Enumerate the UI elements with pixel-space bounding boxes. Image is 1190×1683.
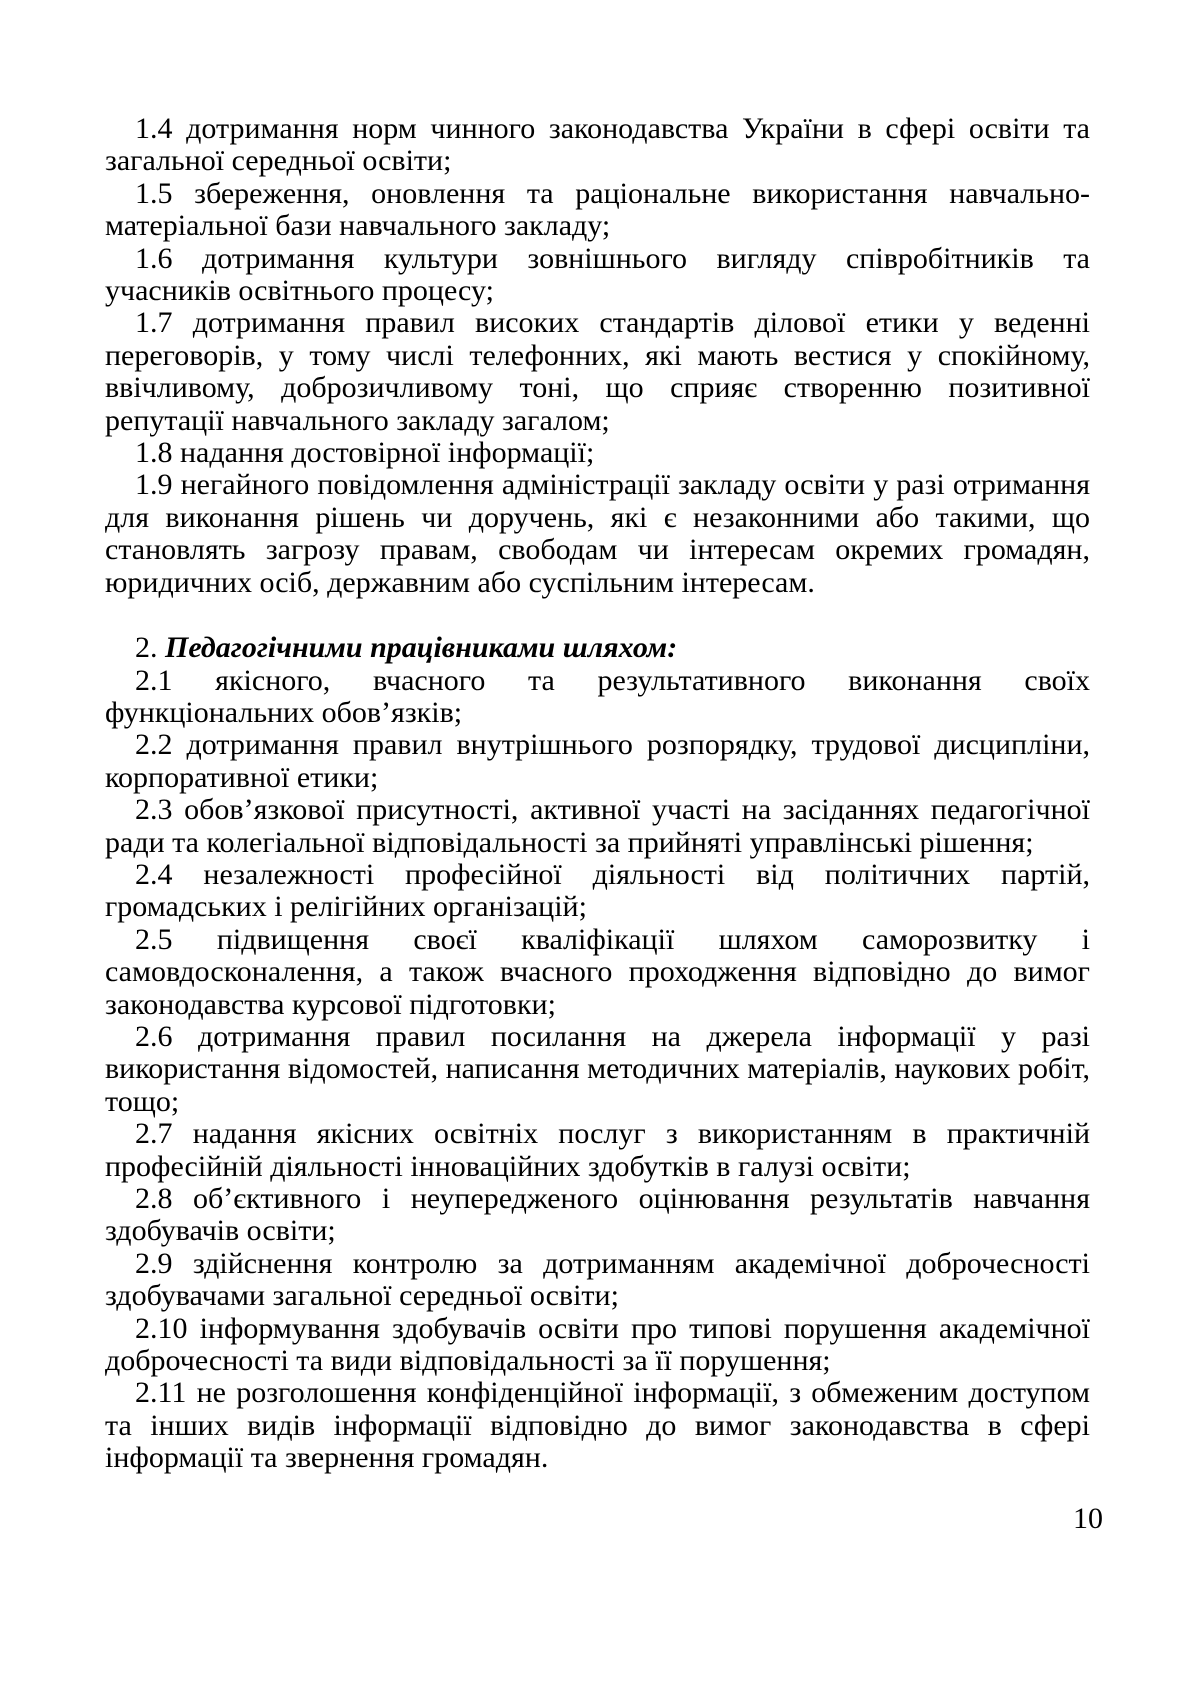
list-item-1-8	[105, 437, 1090, 469]
section-2-heading	[105, 632, 1090, 664]
item-number: 1.7	[135, 306, 173, 340]
list-item-2-3	[105, 794, 1090, 859]
list-item-2-4	[105, 859, 1090, 924]
item-text: дотримання норм чинного законодавства України в сфері освіти та загальної середньої освіти;	[105, 112, 1091, 178]
list-item-2-1	[105, 665, 1090, 730]
list-item-1-4	[105, 113, 1090, 178]
list-item-2-10	[105, 1313, 1090, 1378]
item-text: інформування здобувачів освіти про типові порушення академічної доброчесності та види відповідальності за її порушення;	[105, 1311, 1091, 1378]
item-number: 1.6	[135, 241, 173, 275]
list-item-1-7	[105, 307, 1090, 437]
list-item-2-7	[105, 1118, 1090, 1183]
item-text: надання якісних освітніх послуг з використанням в практичній професійній діяльності інноваційних здобутків в галузі освіти;	[105, 1117, 1090, 1183]
item-number: 2.10	[135, 1311, 188, 1345]
item-number: 2.5	[135, 922, 173, 956]
list-item-2-6	[105, 1021, 1090, 1118]
document-body	[105, 113, 1090, 1475]
item-number: 2.8	[135, 1182, 173, 1215]
item-number: 1.8	[135, 436, 173, 470]
item-text: не розголошення конфіденційної інформації, з обмеженим доступом та інших видів інформації відповідно до вимог законодавства в сфері інформації та звернення громадян.	[105, 1376, 1090, 1475]
list-item-1-6	[105, 243, 1090, 308]
item-number: 1.9	[135, 468, 173, 502]
item-text: дотримання правил посилання на джерела інформації у разі використання відомостей, написання методичних матеріалів, наукових робіт, тощо;	[105, 1019, 1091, 1118]
list-item-1-5	[105, 178, 1090, 243]
list-item-1-9	[105, 469, 1090, 599]
section-title: Педагогічними працівниками шляхом:	[165, 631, 678, 665]
page-number: 10	[1073, 1502, 1103, 1535]
item-text: негайного повідомлення адміністрації закладу освіти у разі отримання для виконання рішень чи доручень, які є незаконними або такими, що становлять загрозу правам, свободам чи інтересам окремих громадян, юридичних осіб, державним або суспільним інтересам.	[105, 468, 1090, 599]
item-number: 2.2	[135, 728, 173, 762]
item-text: обов’язкової присутності, активної участі на засіданнях педагогічної ради та колегіальної відповідальності за прийняті управлінські рішення;	[105, 793, 1090, 859]
item-number: 2.4	[135, 857, 173, 891]
item-text: незалежності професійної діяльності від політичних партій, громадських і релігійних організацій;	[105, 857, 1090, 924]
section-number: 2.	[135, 631, 158, 665]
item-text: збереження, оновлення та раціональне використання навчально-матеріальної бази навчального закладу;	[105, 176, 1090, 243]
item-number: 2.11	[135, 1376, 187, 1410]
item-number: 2.1	[135, 663, 173, 697]
list-item-2-9	[105, 1248, 1090, 1313]
list-item-2-11	[105, 1377, 1090, 1474]
item-text: якісного, вчасного та результативного виконання своїх функціональних обов’язків;	[105, 663, 1090, 729]
list-item-2-5	[105, 924, 1090, 1021]
item-text: здійснення контролю за дотриманням академічної доброчесності здобувачами загальної середньої освіти;	[105, 1246, 1091, 1313]
item-number: 1.4	[135, 112, 173, 145]
item-number: 1.5	[135, 176, 173, 210]
item-number: 2.6	[135, 1019, 173, 1053]
item-text: дотримання правил внутрішнього розпорядку, трудової дисципліни, корпоративної етики;	[105, 728, 1091, 794]
item-number: 2.3	[135, 793, 173, 827]
item-text: дотримання культури зовнішнього вигляду співробітників та учасників освітнього процесу;	[105, 241, 1091, 308]
item-text: надання достовірної інформації;	[180, 436, 595, 470]
item-text: об’єктивного і неупередженого оцінювання результатів навчання здобувачів освіти;	[105, 1182, 1091, 1248]
list-item-2-8	[105, 1183, 1090, 1248]
list-item-2-2	[105, 729, 1090, 794]
item-number: 2.7	[135, 1117, 173, 1151]
item-number: 2.9	[135, 1246, 173, 1280]
item-text: дотримання правил високих стандартів ділової етики у веденні переговорів, у тому числі телефонних, які мають вестися у спокійному, ввічливому, доброзичливому тоні, що сприяє створенню позитивної репутації навчального закладу загалом;	[105, 306, 1090, 437]
item-text: підвищення своєї кваліфікації шляхом саморозвитку і самовдосконалення, а також вчасного проходження відповідно до вимог законодавства курсової підготовки;	[105, 922, 1090, 1021]
